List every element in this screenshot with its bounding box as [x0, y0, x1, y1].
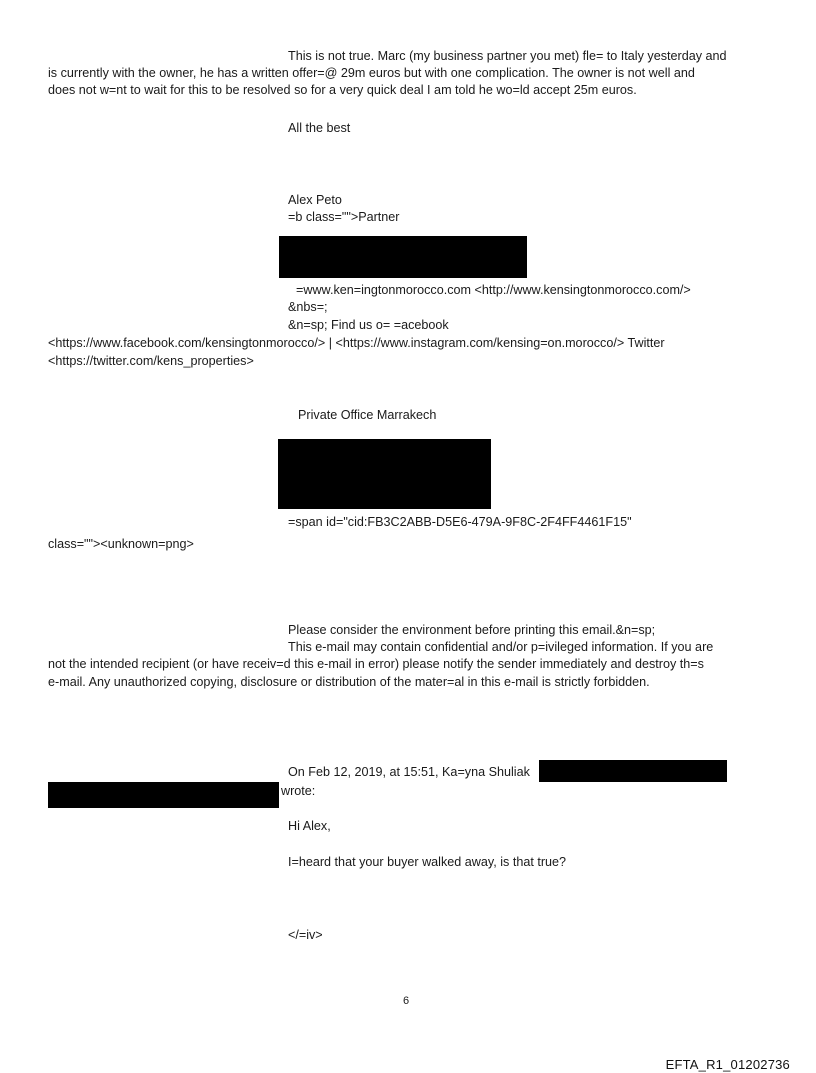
body-line: is currently with the owner, he has a written offer=@ 29m euros but with one complication. The owner is not well and [48, 66, 695, 80]
quoted-wrote: wrote: [281, 784, 316, 798]
quoted-question: I=heard that your buyer walked away, is that true? [288, 855, 567, 869]
disclaimer-line: Please consider the environment before printing this email.&n=sp; [288, 623, 656, 637]
quoted-closing-tag: </=iv> [288, 928, 323, 942]
signature-name: Alex Peto [288, 193, 342, 207]
signature-title: =b class="">Partner [288, 210, 400, 224]
redaction-block [539, 760, 727, 782]
page-number: 6 [403, 995, 410, 1007]
document-id: EFTA_R1_01202736 [665, 1057, 790, 1072]
signature-office: Private Office Marrakech [298, 408, 437, 422]
quoted-header: On Feb 12, 2019, at 15:51, Ka=yna Shuliak [288, 765, 530, 779]
redaction-block [279, 236, 527, 278]
disclaimer-line: not the intended recipient (or have receiv=d this e-mail in error) please notify the sender immediately and destroy th=s [48, 657, 704, 671]
body-line: does not w=nt to wait for this to be resolved so for a very quick deal I am told he wo=ld accept 25m euros. [48, 83, 637, 97]
body-line: This is not true. Marc (my business partner you met) fle= to Italy yesterday and [288, 49, 727, 63]
signature-findus: &n=sp; Find us o= =acebook [288, 318, 449, 332]
signature-nbsp: &nbs=; [288, 300, 328, 314]
quoted-greeting: Hi Alex, [288, 819, 331, 833]
signature-twitter-link: <https://twitter.com/kens_properties> [48, 354, 254, 368]
disclaimer-line: This e-mail may contain confidential and/or p=ivileged information. If you are [288, 640, 714, 654]
signature-span-class: class=""><unknown=png> [48, 537, 194, 551]
disclaimer-line: e-mail. Any unauthorized copying, disclosure or distribution of the mater=al in this e-mail is strictly forbidden. [48, 675, 650, 689]
signature-website: =www.ken=ingtonmorocco.com <http://www.kensingtonmorocco.com/> [296, 283, 691, 297]
signature-span-cid: =span id="cid:FB3C2ABB-D5E6-479A-9F8C-2F4FF4461F15" [288, 515, 632, 529]
closing-text: All the best [288, 121, 351, 135]
redaction-block [278, 439, 491, 509]
redaction-block [48, 782, 279, 808]
signature-social-links: <https://www.facebook.com/kensingtonmorocco/> | <https://www.instagram.com/kensing=on.morocco/> Twitter [48, 336, 665, 350]
